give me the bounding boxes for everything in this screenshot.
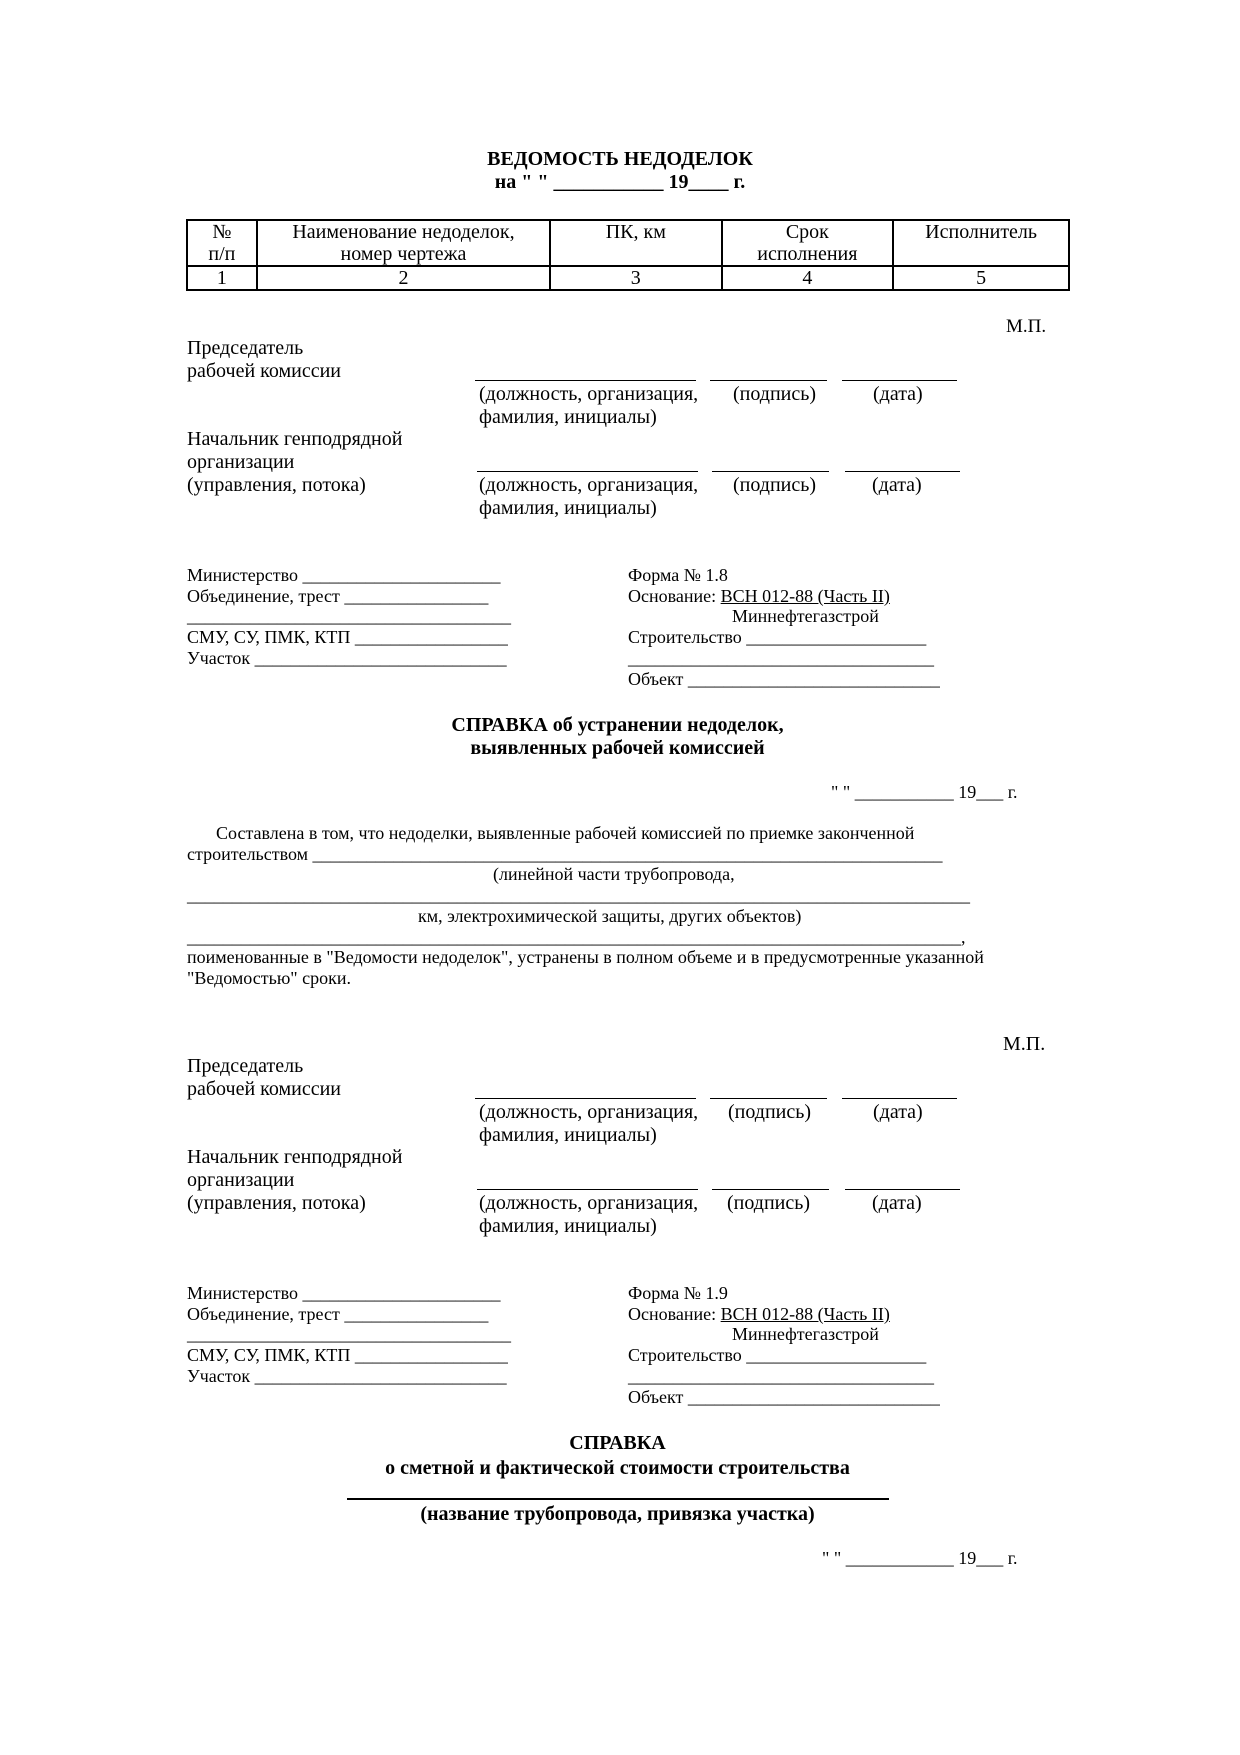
table-cell: 1 [187, 266, 257, 290]
header-text: № [212, 221, 232, 243]
site-field: Участок ____________________________ [187, 648, 507, 668]
smu-field: СМУ, СУ, ПМК, КТП _________________ [187, 627, 508, 647]
signature-line-signature [712, 1189, 829, 1190]
vedomost-date: на " " ___________ 19____ г. [494, 171, 746, 193]
basis-link[interactable]: ВСН 012-88 (Часть II) [720, 1304, 890, 1324]
table-cell: 3 [550, 266, 721, 290]
header-cell-number [187, 220, 257, 266]
header-text: Срок [785, 221, 829, 243]
ministry-field: Министерство ______________________ [187, 565, 501, 585]
signature-line-position [475, 1098, 696, 1099]
header-text: номер чертежа [340, 243, 467, 265]
signature-line-date [842, 1098, 957, 1099]
basis-link[interactable]: ВСН 012-88 (Часть II) [720, 586, 890, 606]
spravka1-caption: км, электрохимической защиты, других объектов) [418, 906, 802, 926]
ministry-name: Миннефтегазстрой [732, 1324, 879, 1344]
chairman-label-2: рабочей комиссии [187, 1078, 342, 1100]
chairman-label-1: Председатель [187, 337, 304, 359]
caption-date: (дата) [872, 474, 922, 496]
signature-line-position [477, 1189, 698, 1190]
header-cell-pk [550, 220, 721, 266]
spravka1-text: Составлена в том, что недоделки, выявленные рабочей комиссией по приемке законченной [216, 823, 915, 843]
chief-label-1: Начальник генподрядной [187, 428, 403, 450]
basis-label: Основание: [628, 1304, 721, 1324]
header-cell-name [257, 220, 550, 266]
spravka1-title-1: СПРАВКА об устранении недоделок, [451, 714, 784, 736]
spravka1-text: ______________________________________________________________________________________, [187, 927, 966, 947]
smu-field: СМУ, СУ, ПМК, КТП _________________ [187, 1345, 508, 1365]
header-text: Наименование недоделок, [292, 221, 515, 243]
table-header-row [187, 220, 1069, 266]
stamp-place-label: М.П. [1006, 316, 1047, 337]
basis-line [628, 586, 890, 607]
chief-label-2: организации [187, 1169, 295, 1191]
caption-position-2: фамилия, инициалы) [479, 1124, 657, 1146]
vedomost-title: ВЕДОМОСТЬ НЕДОДЕЛОК [487, 148, 753, 170]
caption-signature: (подпись) [728, 1101, 812, 1123]
header-text: Исполнитель [925, 221, 1038, 243]
header-cell-executor [893, 220, 1069, 266]
spravka1-caption: (линейной части трубопровода, [493, 864, 735, 884]
caption-signature: (подпись) [727, 1192, 811, 1214]
caption-position-1: (должность, организация, [479, 1101, 699, 1123]
caption-position-1: (должность, организация, [479, 1192, 699, 1214]
caption-position-2: фамилия, инициалы) [479, 406, 657, 428]
caption-signature: (подпись) [733, 474, 817, 496]
blank-field: __________________________________ [628, 648, 934, 668]
caption-date: (дата) [873, 383, 923, 405]
blank-field: ____________________________________ [187, 1324, 511, 1344]
object-field: Объект ____________________________ [628, 669, 940, 689]
signature-line-position [475, 380, 696, 381]
caption-position-2: фамилия, инициалы) [479, 497, 657, 519]
chairman-label-1: Председатель [187, 1055, 304, 1077]
construction-field: Строительство ____________________ [628, 1345, 927, 1365]
signature-line-signature [712, 471, 829, 472]
table-cell: 4 [722, 266, 894, 290]
stamp-place-label: М.П. [1003, 1033, 1046, 1055]
spravka2-caption: (название трубопровода, привязка участка) [420, 1503, 815, 1525]
signature-line-position [477, 471, 698, 472]
signature-line-signature [710, 1098, 827, 1099]
header-text: ПК, км [605, 221, 666, 243]
table-cell: 5 [893, 266, 1069, 290]
blank-field: __________________________________ [628, 1366, 934, 1386]
form-number: Форма № 1.8 [628, 565, 728, 585]
basis-line [628, 1304, 890, 1325]
spravka1-text: _______________________________________________________________________________________ [187, 885, 970, 905]
spravka2-date: " " ____________ 19___ г. [822, 1548, 1018, 1568]
site-field: Участок ____________________________ [187, 1366, 507, 1386]
union-field: Объединение, трест ________________ [187, 1304, 489, 1324]
chief-label-3: (управления, потока) [187, 1192, 366, 1214]
spravka2-title-1: СПРАВКА [569, 1432, 666, 1454]
blank-field: ____________________________________ [187, 606, 511, 626]
spravka1-date: " " ___________ 19___ г. [831, 782, 1018, 802]
basis-label: Основание: [628, 586, 721, 606]
table-row [187, 266, 1069, 290]
spravka1-text: "Ведомостью" сроки. [187, 968, 351, 988]
caption-date: (дата) [872, 1192, 922, 1214]
signature-line-date [845, 471, 960, 472]
chairman-label-2: рабочей комиссии [187, 360, 342, 382]
caption-position-2: фамилия, инициалы) [479, 1215, 657, 1237]
header-cell-deadline [722, 220, 894, 266]
ministry-field: Министерство ______________________ [187, 1283, 501, 1303]
form-number: Форма № 1.9 [628, 1283, 728, 1303]
chief-label-2: организации [187, 451, 295, 473]
spravka1-text: строительством ______________________________________________________________________ [187, 844, 943, 864]
pipeline-name-line [347, 1498, 889, 1500]
caption-signature: (подпись) [733, 383, 817, 405]
caption-position-1: (должность, организация, [479, 474, 699, 496]
header-text: исполнения [757, 243, 858, 265]
table-cell: 2 [257, 266, 550, 290]
union-field: Объединение, трест ________________ [187, 586, 489, 606]
caption-position-1: (должность, организация, [479, 383, 699, 405]
object-field: Объект ____________________________ [628, 1387, 940, 1407]
spravka2-title-2: о сметной и фактической стоимости строительства [385, 1457, 850, 1479]
signature-line-signature [710, 380, 827, 381]
caption-date: (дата) [873, 1101, 923, 1123]
signature-line-date [845, 1189, 960, 1190]
ministry-name: Миннефтегазстрой [732, 606, 879, 626]
defects-table [186, 219, 1070, 291]
signature-line-date [842, 380, 957, 381]
construction-field: Строительство ____________________ [628, 627, 927, 647]
header-text: п/п [208, 243, 236, 265]
chief-label-1: Начальник генподрядной [187, 1146, 403, 1168]
spravka1-title-2: выявленных рабочей комиссией [470, 737, 765, 759]
spravka1-text: поименованные в "Ведомости недоделок", устранены в полном объеме и в предусмотренные указанной [187, 947, 984, 967]
chief-label-3: (управления, потока) [187, 474, 366, 496]
